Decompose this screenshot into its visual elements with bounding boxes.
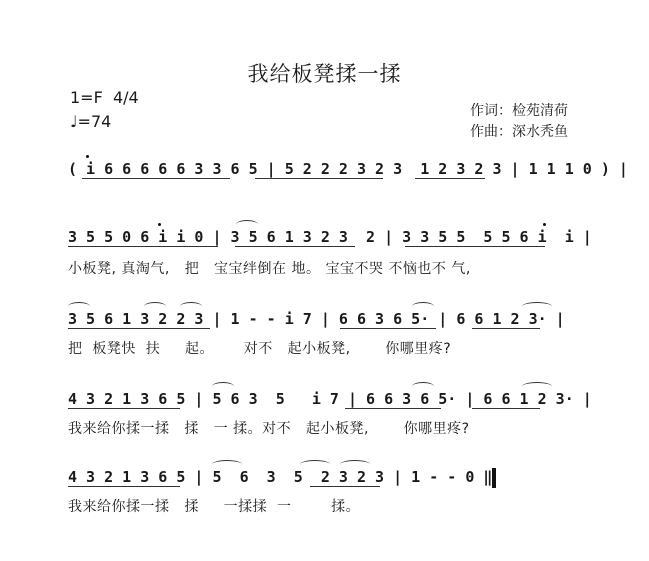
- slur: [180, 302, 202, 311]
- underline: [345, 408, 441, 409]
- slur: [340, 460, 370, 469]
- song-title: 我给板凳揉一揉: [247, 62, 402, 86]
- score-row-5-lyrics: 我来给你揉一揉 揉 一揉揉 一 揉。: [68, 499, 361, 515]
- score-row-3-notes: 3 5 6 1 3 2 2 3 | 1 - - i 7 | 6 6 3 6 5· | 6 6 1 2 3· |: [68, 310, 565, 328]
- slur: [522, 382, 552, 391]
- lyricist-credit: 作词：检苑清荷: [470, 103, 568, 119]
- final-barline: [492, 468, 496, 488]
- underline: [68, 486, 180, 487]
- underline: [310, 486, 380, 487]
- slur: [144, 302, 166, 311]
- score-row-1-notes: ( i 6 6 6 6 6 3 3 6 5 | 5 2 2 2 3 2 3 1 2 3 2 3 | 1 1 1 0 ) |: [68, 160, 628, 178]
- underline: [340, 328, 436, 329]
- score-row-2-notes: 3 5 5 0 6 i i 0 | 3 5 6 1 3 2 3 2 | 3 3 5 5 5 5 6 i i |: [68, 228, 592, 246]
- score-row-2-lyrics: 小板凳, 真淘气, 把 宝宝绊倒在 地。 宝宝不哭 不恼也不 气,: [68, 261, 471, 277]
- underline: [472, 328, 540, 329]
- slur: [300, 460, 330, 469]
- high-octave-dot: [86, 155, 89, 158]
- underline: [82, 178, 230, 179]
- score-row-4-lyrics: 我来给你揉一揉 揉 一 揉。对不 起小板凳, 你哪里疼?: [68, 421, 470, 437]
- slur: [212, 460, 242, 469]
- underline: [415, 178, 485, 179]
- underline: [68, 246, 218, 247]
- tempo-marking: ♩=74: [70, 112, 112, 131]
- high-octave-dot: [543, 223, 546, 226]
- composer-credit: 作曲：深水秃鱼: [470, 124, 568, 140]
- underline: [255, 178, 383, 179]
- slur: [68, 302, 90, 311]
- underline: [235, 246, 355, 247]
- high-octave-dot: [158, 223, 161, 226]
- score-row-5-notes: 4 3 2 1 3 6 5 | 5 6 3 5 2 3 2 3 | 1 - - 0 ‖: [68, 468, 493, 486]
- underline: [405, 246, 545, 247]
- slur: [212, 382, 234, 391]
- slur: [412, 382, 434, 391]
- slur: [236, 220, 258, 229]
- underline: [68, 408, 180, 409]
- score-row-4-notes: 4 3 2 1 3 6 5 | 5 6 3 5 i 7 | 6 6 3 6 5· | 6 6 1 2 3· |: [68, 390, 592, 408]
- slur: [412, 302, 434, 311]
- underline: [472, 408, 540, 409]
- score-row-3-lyrics: 把 板凳快 扶 起。 对不 起小板凳, 你哪里疼?: [68, 341, 452, 357]
- key-time-signature: 1=F 4/4: [70, 88, 139, 107]
- slur: [522, 302, 552, 311]
- underline: [68, 328, 210, 329]
